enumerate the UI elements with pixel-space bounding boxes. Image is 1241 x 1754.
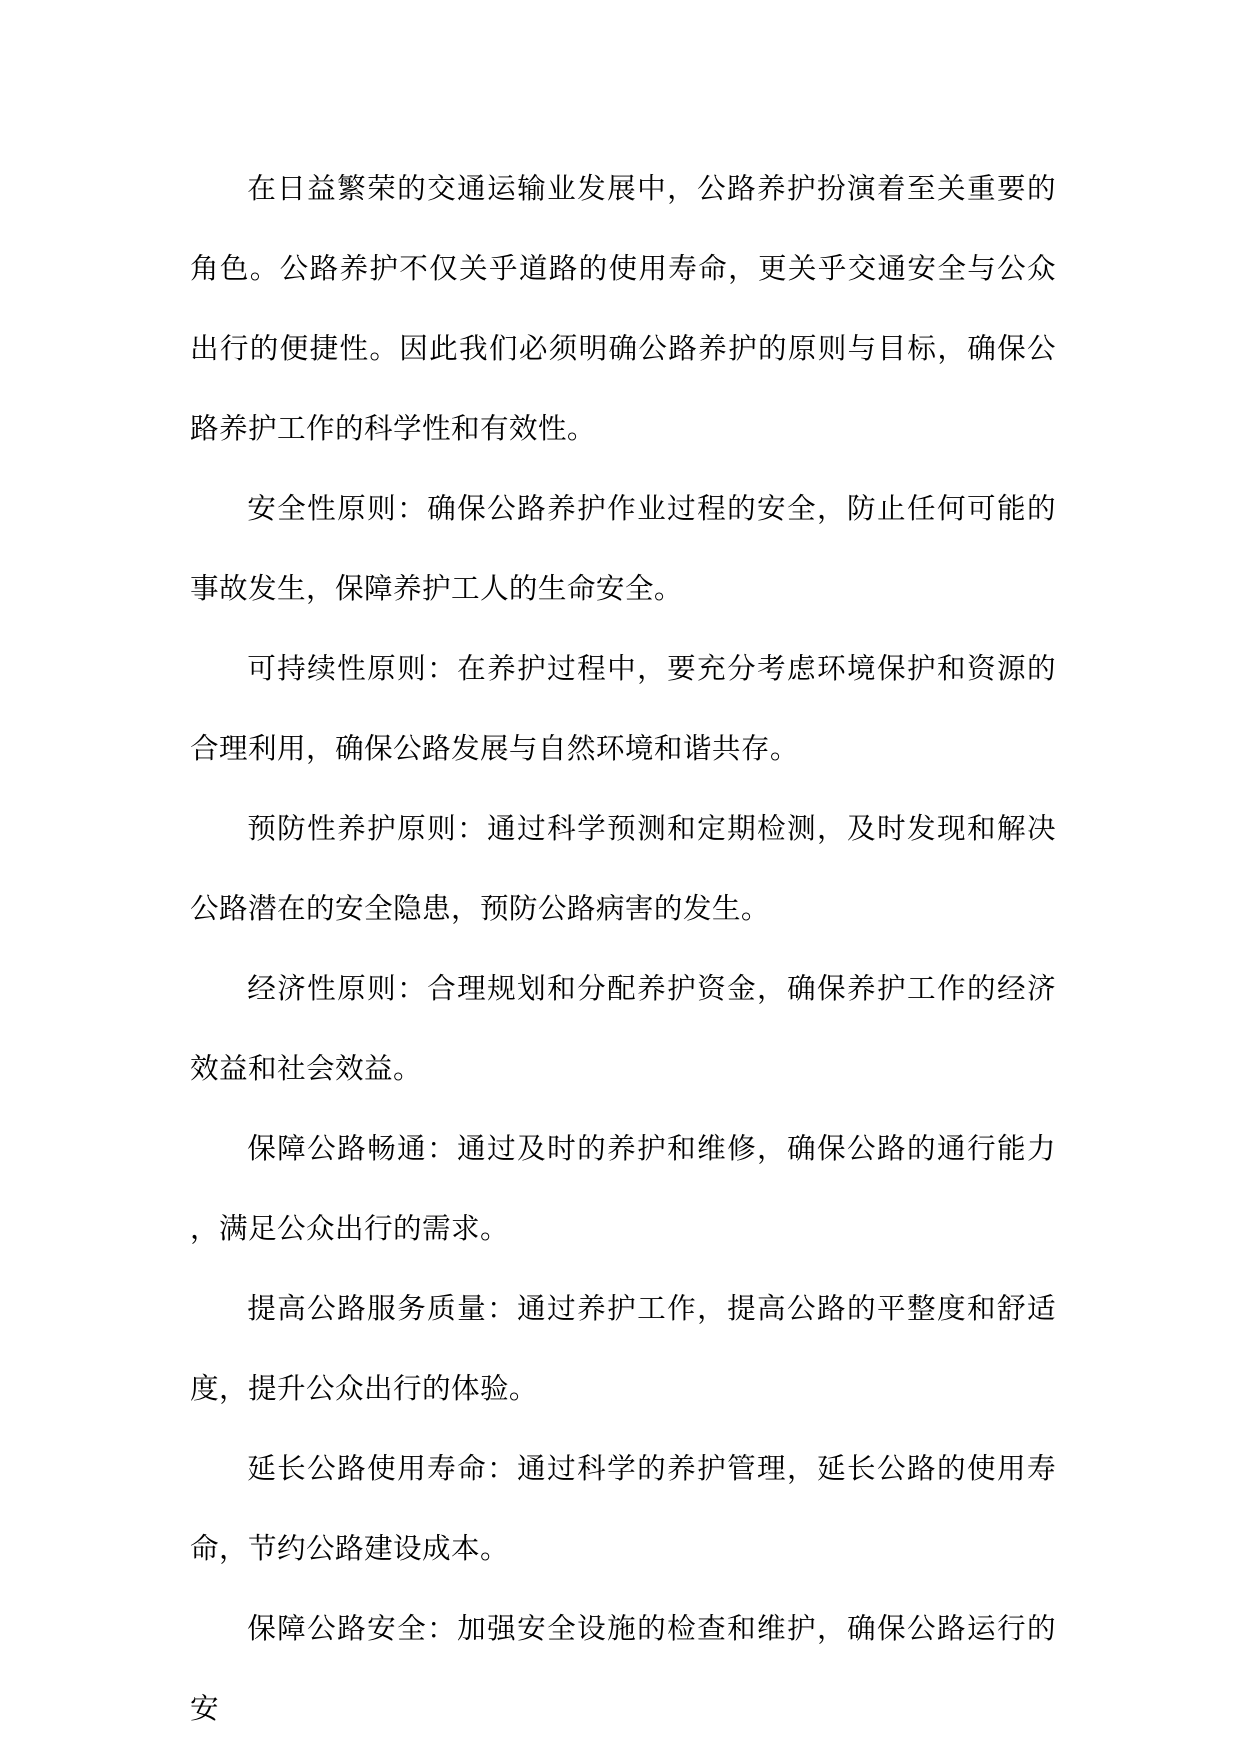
- paragraph-economy-principle: 经济性原则：合理规划和分配养护资金，确保养护工作的经济效益和社会效益。: [190, 971, 1056, 1085]
- paragraph-sustainability-principle: 可持续性原则：在养护过程中，要充分考虑环境保护和资源的合理利用，确保公路发展与自然环境和谐共存。: [190, 651, 1056, 765]
- paragraph-preventive-principle: 预防性养护原则：通过科学预测和定期检测，及时发现和解决公路潜在的安全隐患，预防公路病害的发生。: [190, 811, 1056, 925]
- paragraph-smooth-traffic-goal: 保障公路畅通：通过及时的养护和维修，确保公路的通行能力，满足公众出行的需求。: [190, 1131, 1056, 1245]
- paragraph-service-life-goal: 延长公路使用寿命：通过科学的养护管理，延长公路的使用寿命，节约公路建设成本。: [190, 1451, 1056, 1565]
- document-body: [190, 148, 1056, 1748]
- paragraph-intro: 在日益繁荣的交通运输业发展中，公路养护扮演着至关重要的角色。公路养护不仅关乎道路的使用寿命，更关乎交通安全与公众出行的便捷性。因此我们必须明确公路养护的原则与目标，确保公路养护工作的科学性和有效性。: [190, 171, 1056, 445]
- paragraph-road-safety-goal: 保障公路安全：加强安全设施的检查和维护，确保公路运行的安: [190, 1611, 1056, 1725]
- paragraph-service-quality-goal: 提高公路服务质量：通过养护工作，提高公路的平整度和舒适度，提升公众出行的体验。: [190, 1291, 1056, 1405]
- paragraph-safety-principle: 安全性原则：确保公路养护作业过程的安全，防止任何可能的事故发生，保障养护工人的生命安全。: [190, 491, 1056, 605]
